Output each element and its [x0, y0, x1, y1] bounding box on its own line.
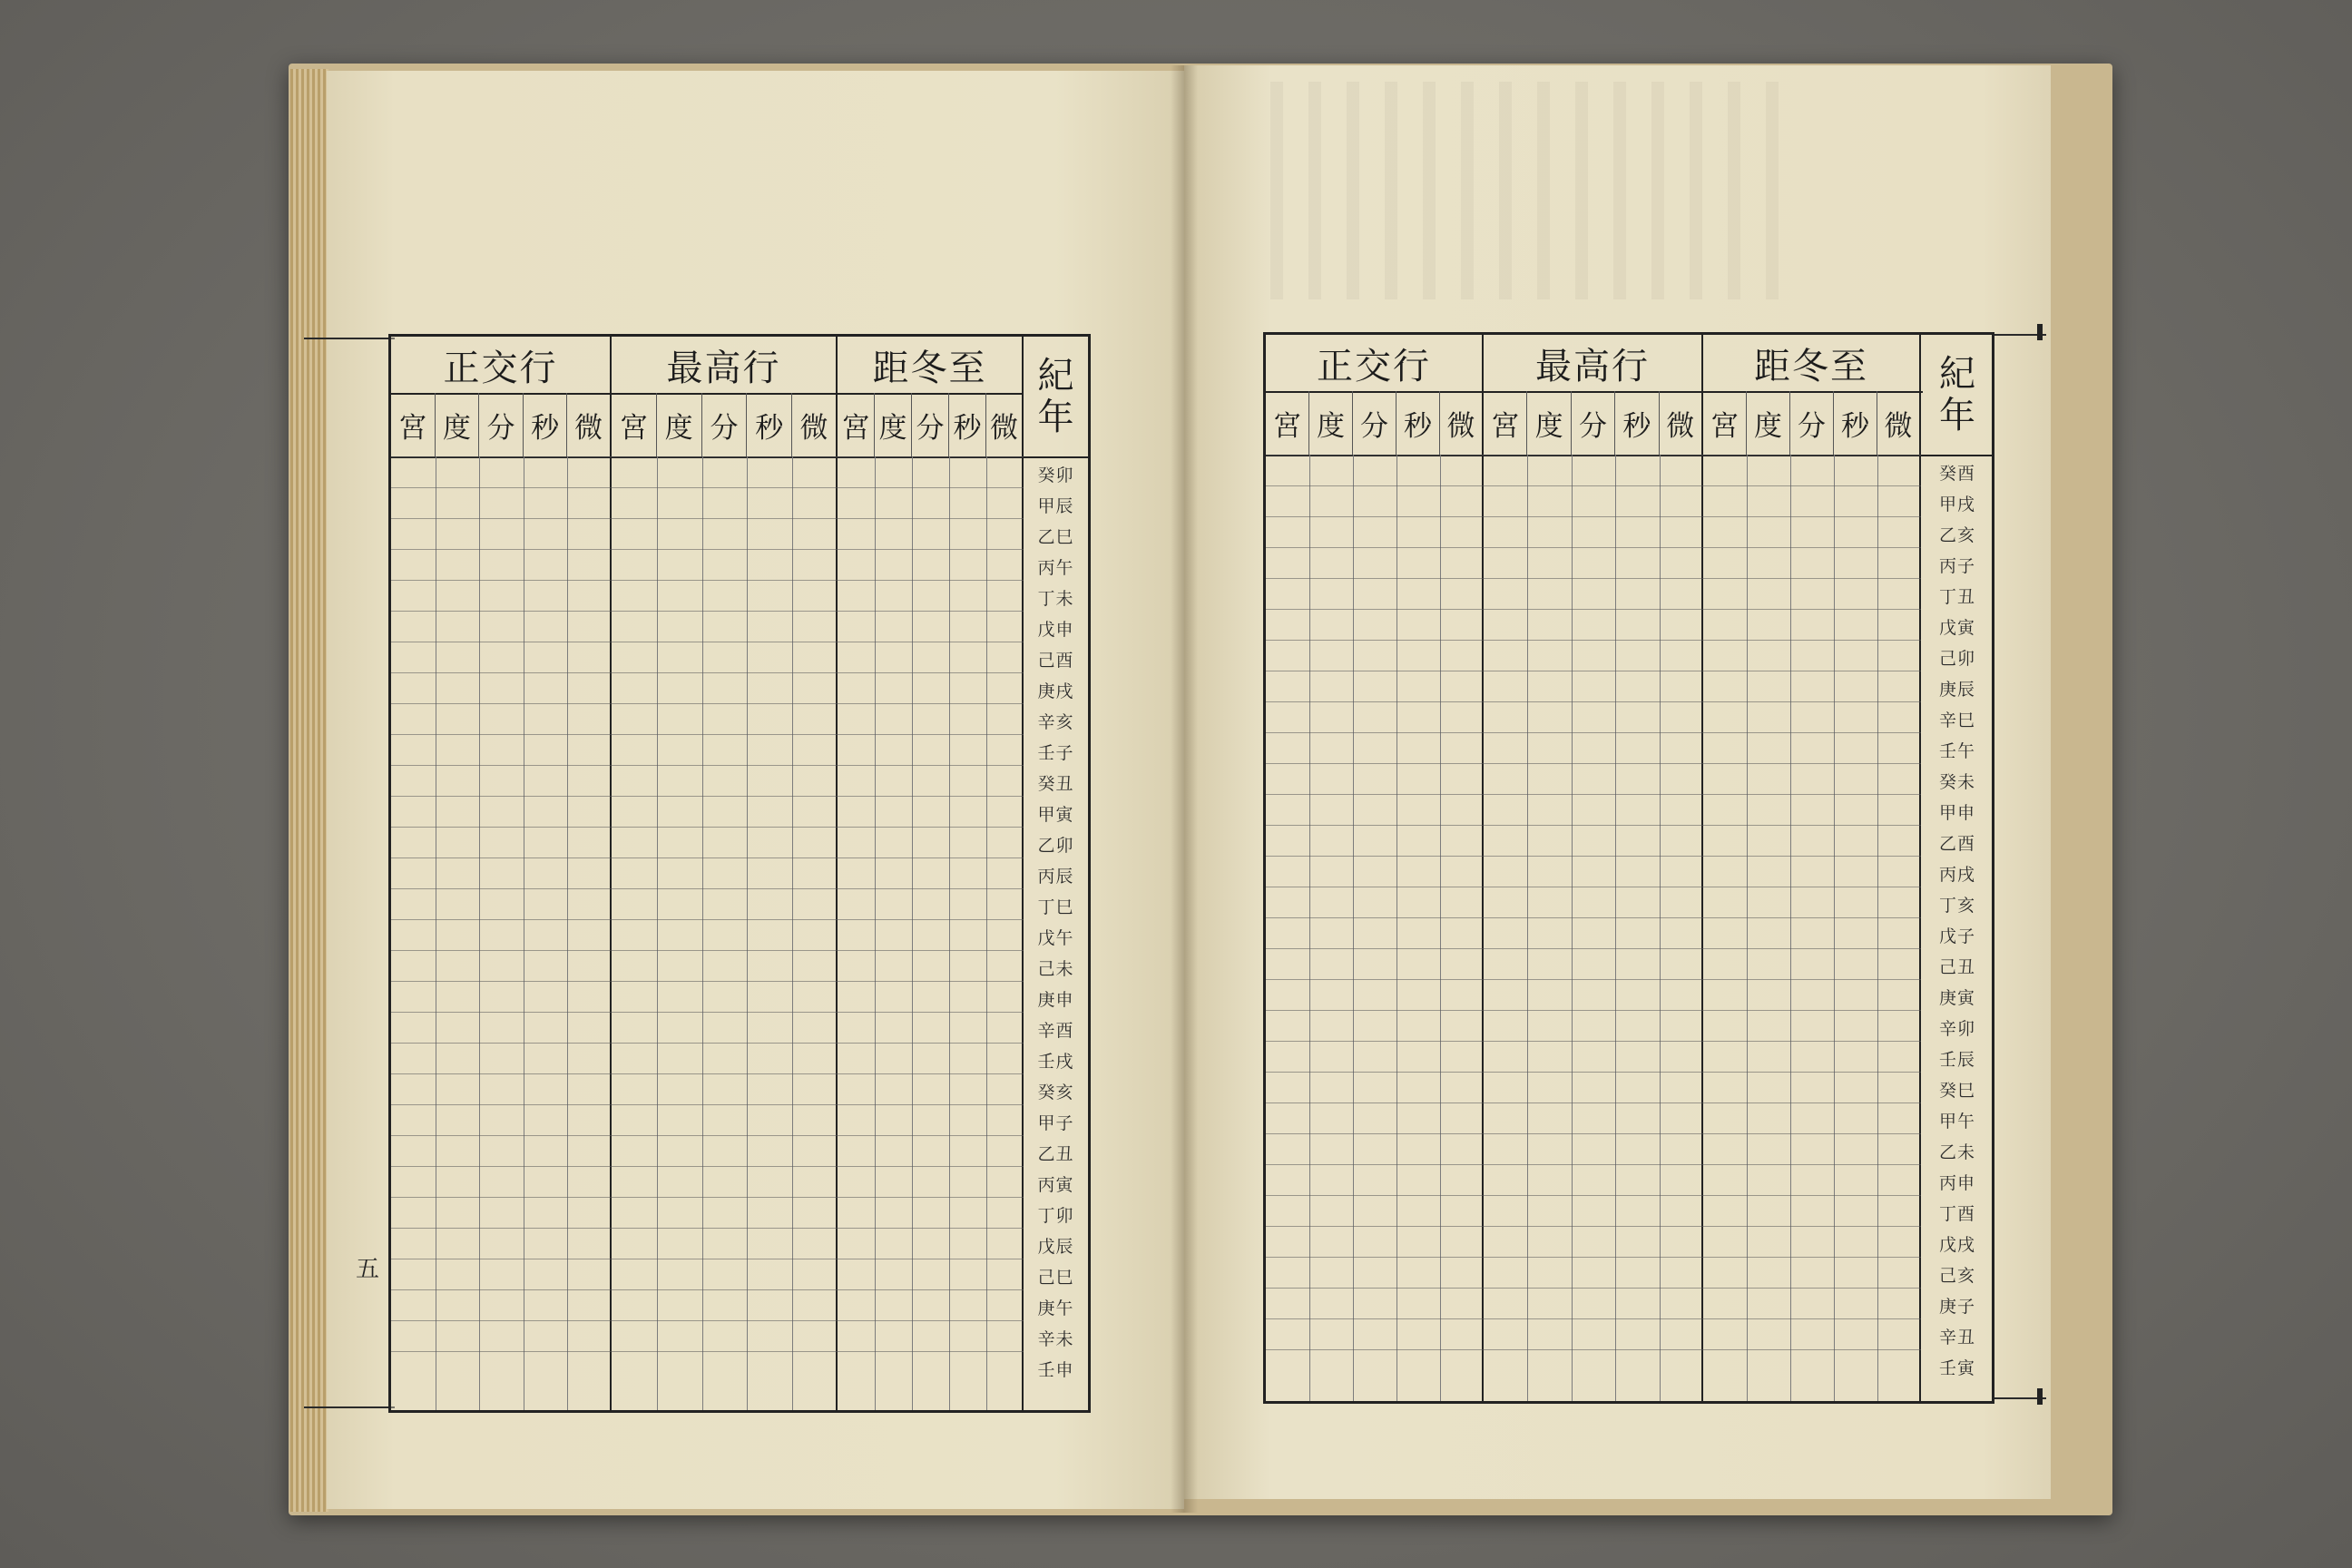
unit-header: 微	[986, 393, 1024, 456]
group-header-zuigao: 最高行	[1484, 335, 1703, 391]
row-line	[1266, 948, 1921, 949]
year-cell: 甲子	[1037, 1112, 1074, 1133]
grid-line	[1790, 455, 1791, 1401]
unit-header: 度	[1747, 391, 1790, 455]
year-cell: 丁未	[1037, 588, 1074, 609]
frame-tick	[2037, 1388, 2043, 1405]
group-divider	[1919, 455, 1921, 1401]
year-cell: 丁亥	[1938, 895, 1975, 916]
row-line	[391, 703, 1024, 704]
unit-header: 度	[657, 393, 702, 456]
row-line	[391, 456, 1024, 457]
row-line	[1266, 732, 1921, 733]
unit-header: 分	[479, 393, 524, 456]
year-cell: 甲午	[1938, 1111, 1975, 1132]
year-list	[1923, 456, 1992, 1382]
group-header-zhengjiao: 正交行	[391, 337, 612, 393]
grid-line	[875, 456, 876, 1410]
year-cell: 辛丑	[1938, 1327, 1975, 1348]
group-divider	[1701, 455, 1703, 1401]
year-cell: 辛巳	[1938, 710, 1975, 730]
year-cell: 辛酉	[1037, 1020, 1074, 1041]
row-line	[1266, 1164, 1921, 1165]
year-cell: 辛未	[1037, 1328, 1074, 1349]
row-line	[1266, 1288, 1921, 1289]
grid-line	[1527, 455, 1528, 1401]
row-line	[1266, 1102, 1921, 1103]
grid-line	[567, 456, 568, 1410]
grid-line	[986, 456, 987, 1410]
year-cell: 乙卯	[1037, 835, 1074, 856]
frame-tick	[2037, 324, 2043, 340]
grid-line	[1572, 455, 1573, 1401]
year-column	[1024, 337, 1088, 1410]
unit-header: 度	[875, 393, 912, 456]
year-cell: 戊寅	[1938, 617, 1975, 638]
year-cell: 壬子	[1037, 742, 1074, 763]
year-cell: 己未	[1037, 958, 1074, 979]
group-header-zhengjiao: 正交行	[1266, 335, 1484, 391]
table-grid	[391, 456, 1024, 1410]
row-line	[391, 734, 1024, 735]
year-cell: 辛亥	[1037, 711, 1074, 732]
right-almanac-table	[1263, 332, 1994, 1404]
unit-header: 微	[1440, 391, 1484, 455]
row-line	[1266, 979, 1921, 980]
row-line	[1266, 1226, 1921, 1227]
row-line	[391, 611, 1024, 612]
row-line	[1266, 1010, 1921, 1011]
row-line	[391, 672, 1024, 673]
row-line	[1266, 763, 1921, 764]
year-cell: 庚午	[1037, 1298, 1074, 1318]
grid-line	[1834, 455, 1835, 1401]
year-cell: 癸未	[1938, 771, 1975, 792]
year-cell: 庚子	[1938, 1296, 1975, 1317]
year-cell: 丙戌	[1938, 864, 1975, 885]
grid-line	[1747, 455, 1748, 1401]
row-line	[391, 1320, 1024, 1321]
row-line	[1266, 640, 1921, 641]
row-line	[1266, 578, 1921, 579]
year-cell: 己丑	[1938, 956, 1975, 977]
year-cell: 乙巳	[1037, 526, 1074, 547]
unit-header: 分	[702, 393, 748, 456]
unit-header: 微	[792, 393, 838, 456]
row-line	[391, 1289, 1024, 1290]
row-line	[1266, 609, 1921, 610]
row-line	[391, 796, 1024, 797]
row-line	[391, 827, 1024, 828]
grid-line	[792, 456, 793, 1410]
unit-header: 秒	[1615, 391, 1659, 455]
year-cell: 丁巳	[1037, 897, 1074, 917]
grid-line	[1877, 455, 1878, 1401]
unit-header: 秒	[524, 393, 568, 456]
book-fore-edge	[290, 69, 328, 1512]
bleed-through-text	[1270, 82, 1779, 299]
unit-header: 宮	[612, 393, 657, 456]
row-line	[1266, 1041, 1921, 1042]
row-line	[1266, 1349, 1921, 1350]
year-cell: 庚申	[1037, 989, 1074, 1010]
unit-header: 分	[1353, 391, 1396, 455]
unit-header: 度	[1527, 391, 1571, 455]
unit-header: 秒	[747, 393, 792, 456]
year-column-header	[1024, 337, 1088, 458]
row-line	[391, 518, 1024, 519]
row-line	[1266, 485, 1921, 486]
year-column	[1923, 335, 1992, 1401]
year-cell: 庚戌	[1037, 681, 1074, 701]
row-line	[1266, 1195, 1921, 1196]
row-line	[391, 487, 1024, 488]
row-line	[1266, 825, 1921, 826]
year-cell: 戊子	[1938, 926, 1975, 946]
group-divider	[1482, 455, 1484, 1401]
year-cell: 丁酉	[1938, 1203, 1975, 1224]
row-line	[391, 888, 1024, 889]
group-header-judongzhi: 距冬至	[838, 337, 1024, 393]
row-line	[391, 1104, 1024, 1105]
year-cell: 乙未	[1938, 1142, 1975, 1162]
year-cell: 辛卯	[1938, 1018, 1975, 1039]
row-line	[391, 1043, 1024, 1044]
year-cell: 丁丑	[1938, 586, 1975, 607]
year-cell: 丙申	[1938, 1172, 1975, 1193]
unit-header: 宮	[1266, 391, 1309, 455]
year-cell: 癸丑	[1037, 773, 1074, 794]
year-cell: 甲寅	[1037, 804, 1074, 825]
grid-line	[1440, 455, 1441, 1401]
year-cell: 戊辰	[1037, 1236, 1074, 1257]
year-list	[1024, 458, 1088, 1384]
grid-line	[1353, 455, 1354, 1401]
row-line	[1266, 856, 1921, 857]
unit-header: 秒	[1396, 391, 1440, 455]
row-line	[391, 1073, 1024, 1074]
year-cell: 乙酉	[1938, 833, 1975, 854]
grid-line	[1615, 455, 1616, 1401]
year-cell: 壬辰	[1938, 1049, 1975, 1070]
row-line	[391, 1166, 1024, 1167]
row-line	[391, 1012, 1024, 1013]
year-cell: 丁卯	[1037, 1205, 1074, 1226]
unit-header: 度	[436, 393, 480, 456]
grid-line	[1660, 455, 1661, 1401]
year-cell: 癸亥	[1037, 1082, 1074, 1102]
unit-header: 分	[1572, 391, 1615, 455]
row-line	[391, 1135, 1024, 1136]
year-cell: 壬午	[1938, 740, 1975, 761]
year-cell: 戊戌	[1938, 1234, 1975, 1255]
year-header-char: 年	[1939, 395, 1975, 436]
year-cell: 己亥	[1938, 1265, 1975, 1286]
row-line	[391, 919, 1024, 920]
grid-line	[479, 456, 480, 1410]
row-line	[391, 981, 1024, 982]
year-cell: 癸酉	[1938, 463, 1975, 484]
row-line	[1266, 1133, 1921, 1134]
unit-header: 宮	[1484, 391, 1527, 455]
year-cell: 戊午	[1037, 927, 1074, 948]
year-header-char: 紀	[1037, 355, 1074, 397]
year-cell: 丙午	[1037, 557, 1074, 578]
year-cell: 癸巳	[1938, 1080, 1975, 1101]
row-line	[391, 1351, 1024, 1352]
row-line	[391, 1228, 1024, 1229]
year-cell: 庚寅	[1938, 987, 1975, 1008]
year-cell: 癸卯	[1037, 465, 1074, 485]
grid-line	[702, 456, 703, 1410]
unit-header: 宮	[838, 393, 875, 456]
row-line	[391, 549, 1024, 550]
unit-header: 宮	[1703, 391, 1747, 455]
left-almanac-table	[388, 334, 1091, 1413]
unit-header: 微	[1877, 391, 1921, 455]
grid-line	[747, 456, 748, 1410]
unit-header: 微	[567, 393, 612, 456]
unit-header-row	[391, 393, 1024, 458]
year-header-char: 年	[1037, 397, 1074, 438]
grid-line	[1396, 455, 1397, 1401]
year-cell: 己巳	[1037, 1267, 1074, 1288]
row-line	[1266, 701, 1921, 702]
unit-header-row	[1266, 391, 1923, 456]
year-cell: 乙亥	[1938, 524, 1975, 545]
row-line	[1266, 1257, 1921, 1258]
year-cell: 丙寅	[1037, 1174, 1074, 1195]
unit-header: 分	[1790, 391, 1834, 455]
year-cell: 己卯	[1938, 648, 1975, 669]
unit-header: 宮	[391, 393, 436, 456]
row-line	[391, 765, 1024, 766]
row-line	[1266, 1072, 1921, 1073]
year-column-header	[1923, 335, 1992, 456]
grid-line	[1309, 455, 1310, 1401]
row-line	[391, 950, 1024, 951]
group-header-judongzhi: 距冬至	[1703, 335, 1921, 391]
row-line	[1266, 455, 1921, 456]
unit-header: 分	[912, 393, 949, 456]
group-divider	[610, 456, 612, 1410]
unit-header: 微	[1660, 391, 1703, 455]
year-cell: 丙辰	[1037, 866, 1074, 887]
row-line	[1266, 1318, 1921, 1319]
row-line	[1266, 516, 1921, 517]
row-line	[1266, 917, 1921, 918]
grid-line	[949, 456, 950, 1410]
group-divider	[836, 456, 838, 1410]
year-cell: 庚辰	[1938, 679, 1975, 700]
year-cell: 丙子	[1938, 555, 1975, 576]
unit-header: 秒	[949, 393, 986, 456]
page-number: 五	[356, 1256, 380, 1283]
table-grid	[1266, 455, 1923, 1401]
year-cell: 壬戌	[1037, 1051, 1074, 1072]
year-cell: 甲戌	[1938, 494, 1975, 514]
year-cell: 乙丑	[1037, 1143, 1074, 1164]
row-line	[1266, 794, 1921, 795]
frame-line-top-left	[304, 338, 395, 339]
year-cell: 戊申	[1037, 619, 1074, 640]
group-header-zuigao: 最高行	[612, 337, 838, 393]
grid-line	[657, 456, 658, 1410]
year-cell: 壬申	[1037, 1359, 1074, 1380]
unit-header: 度	[1309, 391, 1353, 455]
frame-line-bottom-left	[304, 1406, 395, 1408]
book-gutter	[1171, 65, 1198, 1513]
year-header-char: 紀	[1939, 353, 1975, 395]
year-cell: 壬寅	[1938, 1357, 1975, 1378]
row-line	[391, 1197, 1024, 1198]
unit-header: 秒	[1834, 391, 1877, 455]
row-line	[391, 580, 1024, 581]
row-line	[1266, 547, 1921, 548]
year-cell: 甲申	[1938, 802, 1975, 823]
year-cell: 己酉	[1037, 650, 1074, 671]
year-cell: 甲辰	[1037, 495, 1074, 516]
grid-line	[912, 456, 913, 1410]
